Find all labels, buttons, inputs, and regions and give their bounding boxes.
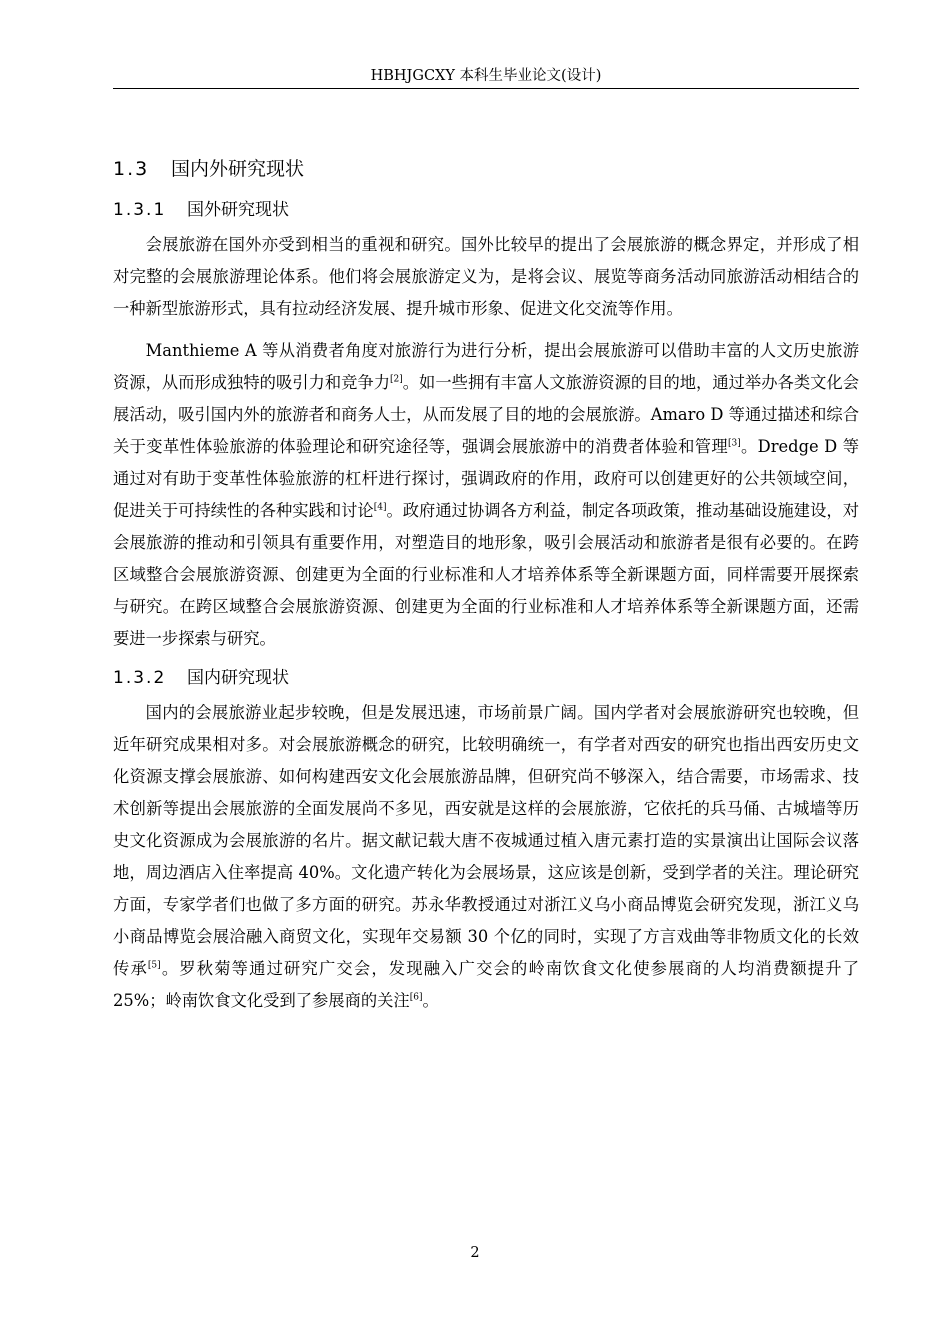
- citation-marker: [3]: [727, 438, 741, 449]
- subsection-heading: [113, 665, 859, 691]
- paragraph-text: 。Dredge D 等通过对有助于变革性体验旅游的杠杆进行探讨，强调政府的作用，政府可以创建更好的公共领域空间，促进关于可持续性的各种实践和讨论: [113, 437, 859, 520]
- section-title: 国内外研究现状: [171, 158, 305, 180]
- subsection-domestic: [113, 665, 859, 1017]
- citation-marker: [4]: [373, 502, 387, 513]
- paragraph-text: 。政府通过协调各方利益，制定各项政策，推动基础设施建设，对会展旅游的推动和引领具有重要作用，对塑造目的地形象，吸引会展活动和旅游者是很有必要的。在跨区域整合会展旅游资源、创建更为全面的行业标准和人才培养体系等全新课题方面，同样需要开展探索与研究。在跨区域整合会展旅游资源、创建更为全面的行业标准和人才培养体系等全新课题方面，还需要进一步探索与研究。: [113, 501, 859, 648]
- paragraph: [113, 335, 859, 655]
- section-heading: [113, 155, 859, 183]
- citation-marker: [6]: [409, 992, 423, 1003]
- subsection-title: 国外研究现状: [187, 200, 289, 220]
- paragraph: [113, 697, 859, 1017]
- subsection-number: 1.3.1: [113, 200, 167, 220]
- subsection-heading: [113, 197, 859, 223]
- paragraph-text: 。如一些拥有丰富人文旅游资源的目的地，通过举办各类文化会展活动，吸引国内外的旅游者和商务人士，从而发展了目的地的会展旅游。Amaro D 等通过描述和综合关于变革性体验旅游的体验理论和研究途径等，强调会展旅游中的消费者体验和管理: [113, 373, 859, 456]
- page-header: [113, 66, 859, 89]
- subsection-title: 国内研究现状: [187, 668, 289, 688]
- citation-marker: [5]: [147, 960, 161, 971]
- subsection-foreign: [113, 197, 859, 655]
- citation-marker: [2]: [390, 374, 403, 385]
- paragraph-text: Manthieme A 等从消费者角度对旅游行为进行分析，提出会展旅游可以借助丰富的人文历史旅游资源，从而形成独特的吸引力和竞争力: [113, 341, 859, 392]
- paragraph-text: 国内的会展旅游业起步较晚，但是发展迅速，市场前景广阔。国内学者对会展旅游研究也较晚，但近年研究成果相对多。对会展旅游概念的研究，比较明确统一，有学者对西安的研究也指出西安历史文化资源支撑会展旅游、如何构建西安文化会展旅游品牌，但研究尚不够深入，结合需要，市场需求、技术创新等提出会展旅游的全面发展尚不多见，西安就是这样的会展旅游，它依托的兵马俑、古城墙等历史文化资源成为会展旅游的名片。据文献记载大唐不夜城通过植入唐元素打造的实景演出让国际会议落地，周边酒店入住率提高 40%。文化遗产转化为会展场景，这应该是创新，受到学者的关注。理论研究方面，专家学者们也做了多方面的研究。苏永华教授通过对浙江义乌小商品博览会研究发现，浙江义乌小商品博览会展洽融入商贸文化，实现年交易额 30 个亿的同时，实现了方言戏曲等非物质文化的长效传承: [113, 703, 859, 978]
- paragraph: [113, 229, 859, 325]
- header-text: HBHJGCXY 本科生毕业论文(设计): [370, 68, 602, 84]
- page-number: 2: [470, 1245, 480, 1261]
- subsection-number: 1.3.2: [113, 668, 167, 688]
- paragraph-text: 会展旅游在国外亦受到相当的重视和研究。国外比较早的提出了会展旅游的概念界定，并形成了相对完整的会展旅游理论体系。他们将会展旅游定义为，是将会议、展览等商务活动同旅游活动相结合的一种新型旅游形式，具有拉动经济发展、提升城市形象、促进文化交流等作用。: [113, 235, 859, 318]
- page-body: [113, 150, 859, 1027]
- section-number: 1.3: [113, 158, 150, 180]
- paragraph-text: 。: [422, 991, 439, 1010]
- paragraph-text: 。罗秋菊等通过研究广交会，发现融入广交会的岭南饮食文化使参展商的人均消费额提升了 25%；岭南饮食文化受到了参展商的关注: [113, 959, 859, 1010]
